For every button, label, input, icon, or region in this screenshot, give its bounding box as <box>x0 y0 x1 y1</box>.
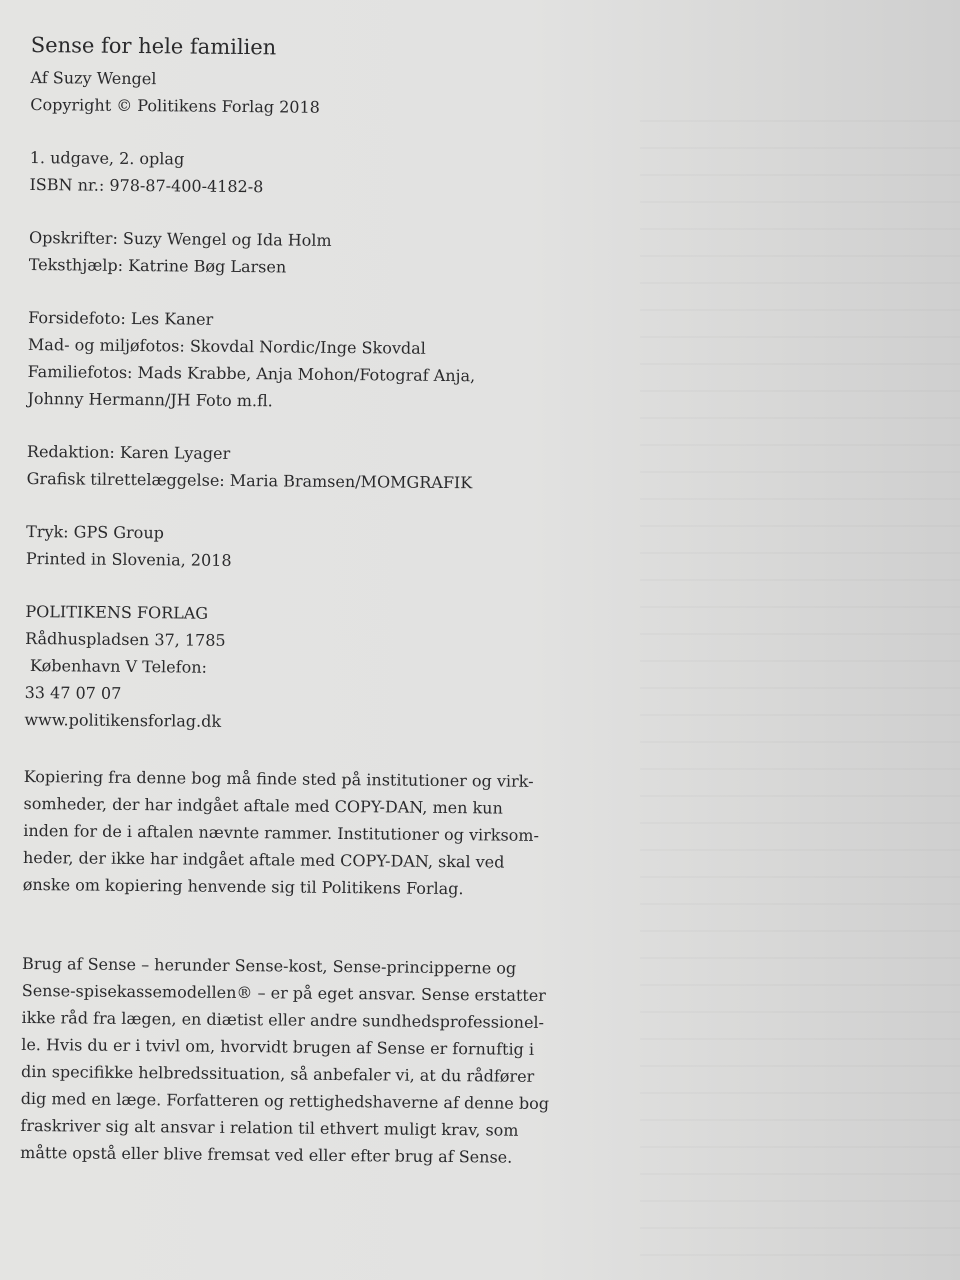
family-photos-line: Familiefotos: Mads Krabbe, Anja Mohon/Fotograf Anja, <box>27 361 476 386</box>
title-block <box>30 30 611 124</box>
copyright-line: Copyright © Politikens Forlag 2018 <box>30 94 320 117</box>
website-line: www.politikensforlag.dk <box>24 709 222 731</box>
food-photos-line: Mad- og miljøfotos: Skovdal Nordic/Inge Skovdal <box>27 334 426 358</box>
isbn-line: ISBN nr.: 978-87-400-4182-8 <box>29 174 264 197</box>
copying-notice-line: somheder, der har indgået aftale med COPY-DAN, men kun <box>23 793 503 818</box>
colophon-content <box>20 30 611 1172</box>
disclaimer-line: dig med en læge. Forfatteren og rettighedshaverne af denne bog <box>20 1088 550 1114</box>
editing-line: Redaktion: Karen Lyager <box>26 441 231 463</box>
recipes-line: Opskrifter: Suzy Wengel og Ida Holm <box>28 227 332 250</box>
copying-notice-line: Kopiering fra denne bog må finde sted på institutioner og virk- <box>23 766 534 791</box>
copying-notice-line: inden for de i aftalen nævnte rammer. Institutioner og virksom- <box>23 820 540 845</box>
cover-photo-line: Forsidefoto: Les Kaner <box>28 307 214 329</box>
edition-block <box>29 144 609 204</box>
editorial-block <box>27 438 607 498</box>
show-through-text <box>640 120 960 1280</box>
print-block <box>26 518 606 578</box>
printed-in-line: Printed in Slovenia, 2018 <box>25 548 232 570</box>
address-line-2: København V Telefon: <box>24 655 208 677</box>
book-title: Sense for hele familien <box>30 32 277 60</box>
copying-notice-line: ønske om kopiering henvende sig til Politikens Forlag. <box>22 874 464 899</box>
author-line: Af Suzy Wengel <box>30 67 157 89</box>
phone-line: 33 47 07 07 <box>24 682 122 703</box>
publisher-name: POLITIKENS FORLAG <box>25 601 209 623</box>
address-line-1: Rådhuspladsen 37, 1785 <box>25 628 226 650</box>
print-line: Tryk: GPS Group <box>26 521 165 543</box>
photo-credits-block <box>27 304 608 418</box>
disclaimer-line: Brug af Sense – herunder Sense-kost, Sense-principperne og <box>21 953 517 978</box>
family-photos-line-2: Johnny Hermann/JH Foto m.fl. <box>27 388 273 411</box>
graphic-design-line: Grafisk tilrettelæggelse: Maria Bramsen/MOMGRAFIK <box>26 468 473 493</box>
copying-notice-line: heder, der ikke har indgået aftale med COPY-DAN, skal ved <box>22 847 505 872</box>
disclaimer-line: ikke råd fra lægen, en diætist eller andre sundhedsprofessionel- <box>21 1007 545 1032</box>
text-help-line: Teksthjælp: Katrine Bøg Larsen <box>28 254 287 277</box>
publisher-block <box>24 598 605 739</box>
disclaimer-line: Sense-spisekassemodellen® – er på eget ansvar. Sense erstatter <box>21 980 546 1005</box>
disclaimer-line: le. Hvis du er i tvivl om, hvorvidt brugen af Sense er fornuftig i <box>21 1034 535 1059</box>
copying-notice <box>23 763 604 904</box>
disclaimer <box>20 950 602 1172</box>
disclaimer-line: fraskriver sig alt ansvar i relation til ethvert muligt krav, som <box>20 1115 519 1140</box>
edition-line: 1. udgave, 2. oplag <box>29 147 185 169</box>
disclaimer-line: måtte opstå eller blive fremsat ved eller efter brug af Sense. <box>20 1142 513 1167</box>
disclaimer-line: din specifikke helbredssituation, så anbefaler vi, at du rådfører <box>20 1061 535 1086</box>
contributors-block <box>29 224 609 284</box>
